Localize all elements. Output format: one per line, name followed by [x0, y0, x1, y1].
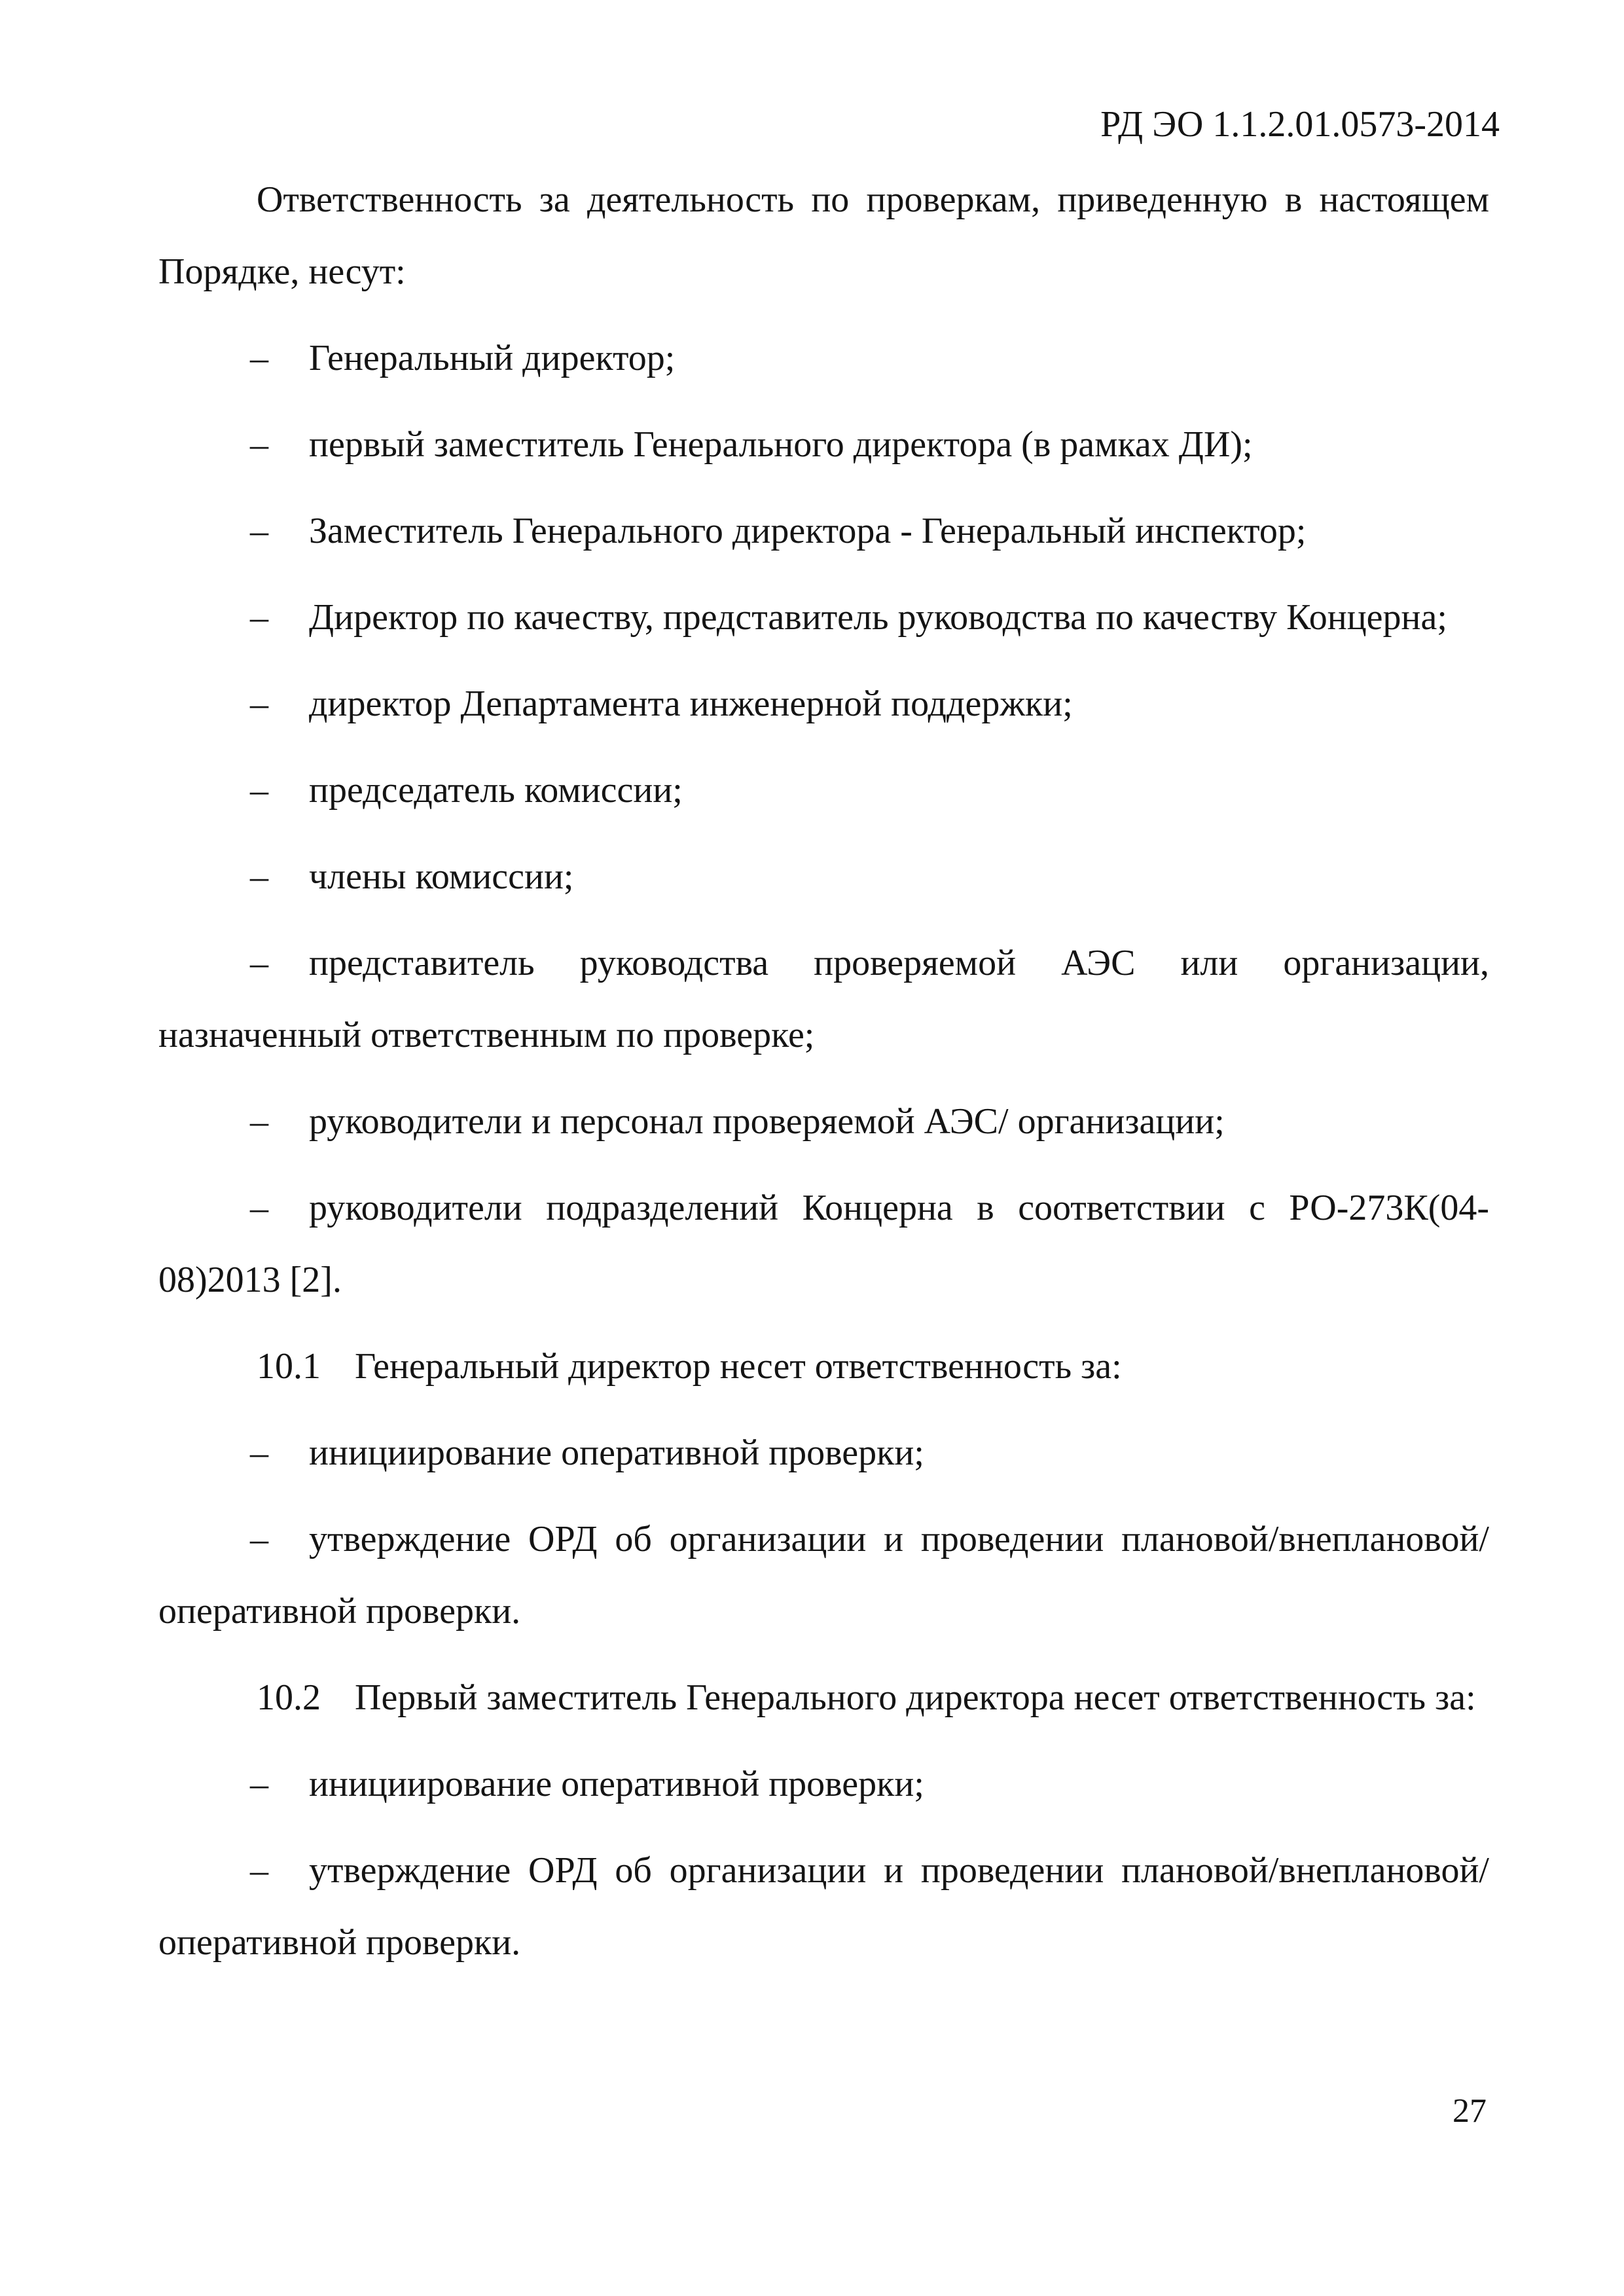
dash-marker: – [250, 1850, 268, 1891]
list-item [158, 1834, 1489, 1993]
dash-marker: – [250, 1188, 268, 1228]
section-paragraph [158, 1662, 1489, 1748]
list-item-text: инициирование оперативной проверки; [309, 1432, 924, 1473]
dash-marker: – [250, 1101, 268, 1142]
list-item [158, 1172, 1489, 1330]
list-item-text: Директор по качеству, представитель руководства по качеству Концерна; [309, 597, 1447, 638]
list-item-text: Генеральный директор; [309, 338, 676, 378]
list-item [158, 581, 1489, 668]
dash-marker: – [250, 683, 268, 724]
dash-marker: – [250, 770, 268, 811]
list-item [158, 754, 1489, 841]
dash-marker: – [250, 1519, 268, 1559]
section-paragraph [158, 1330, 1489, 1417]
page-number: 27 [1453, 2092, 1487, 2130]
list-item-text: члены комиссии; [309, 856, 574, 897]
list-item [158, 1503, 1489, 1662]
list-item [158, 322, 1489, 409]
section-text: Генеральный директор несет ответственность за: [355, 1346, 1122, 1387]
list-item [158, 495, 1489, 581]
list-item-text: утверждение ОРД об организации и проведении плановой/внеплановой/оперативной проверки. [158, 1850, 1489, 1963]
list-item [158, 841, 1489, 927]
dash-marker: – [250, 1432, 268, 1473]
list-item-text: председатель комиссии; [309, 770, 683, 811]
list-item-text: инициирование оперативной проверки; [309, 1764, 924, 1804]
dash-marker: – [250, 943, 268, 983]
list-item-text: руководители и персонал проверяемой АЭС/ организации; [309, 1101, 1225, 1142]
dash-marker: – [250, 856, 268, 897]
list-item-text: руководители подразделений Концерна в соответствии с РО-273К(04-08)2013 [2]. [158, 1188, 1489, 1300]
dash-marker: – [250, 511, 268, 551]
list-item [158, 1085, 1489, 1172]
list-item [158, 927, 1489, 1085]
list-item-text: представитель руководства проверяемой АЭС или организации, назначенный ответственным по проверке; [158, 943, 1489, 1055]
list-item [158, 1748, 1489, 1834]
section-number: 10.1 [257, 1346, 321, 1387]
dash-marker: – [250, 424, 268, 465]
dash-marker: – [250, 1764, 268, 1804]
dash-marker: – [250, 338, 268, 378]
paragraph-text: Ответственность за деятельность по проверкам, приведенную в настоящем Порядке, несут: [158, 179, 1489, 292]
list-item [158, 668, 1489, 754]
document-body [158, 164, 1489, 1993]
list-item-text: первый заместитель Генерального директора (в рамках ДИ); [309, 424, 1253, 465]
list-item-text: директор Департамента инженерной поддержки; [309, 683, 1073, 724]
section-text: Первый заместитель Генерального директора несет ответственность за: [355, 1677, 1476, 1718]
list-item [158, 409, 1489, 495]
intro-paragraph [158, 164, 1489, 322]
list-item-text: Заместитель Генерального директора - Генеральный инспектор; [309, 511, 1307, 551]
list-item-text: утверждение ОРД об организации и проведении плановой/внеплановой/оперативной проверки. [158, 1519, 1489, 1631]
section-number: 10.2 [257, 1677, 321, 1718]
dash-marker: – [250, 597, 268, 638]
list-item [158, 1417, 1489, 1503]
document-code: РД ЭО 1.1.2.01.0573-2014 [1100, 104, 1500, 145]
